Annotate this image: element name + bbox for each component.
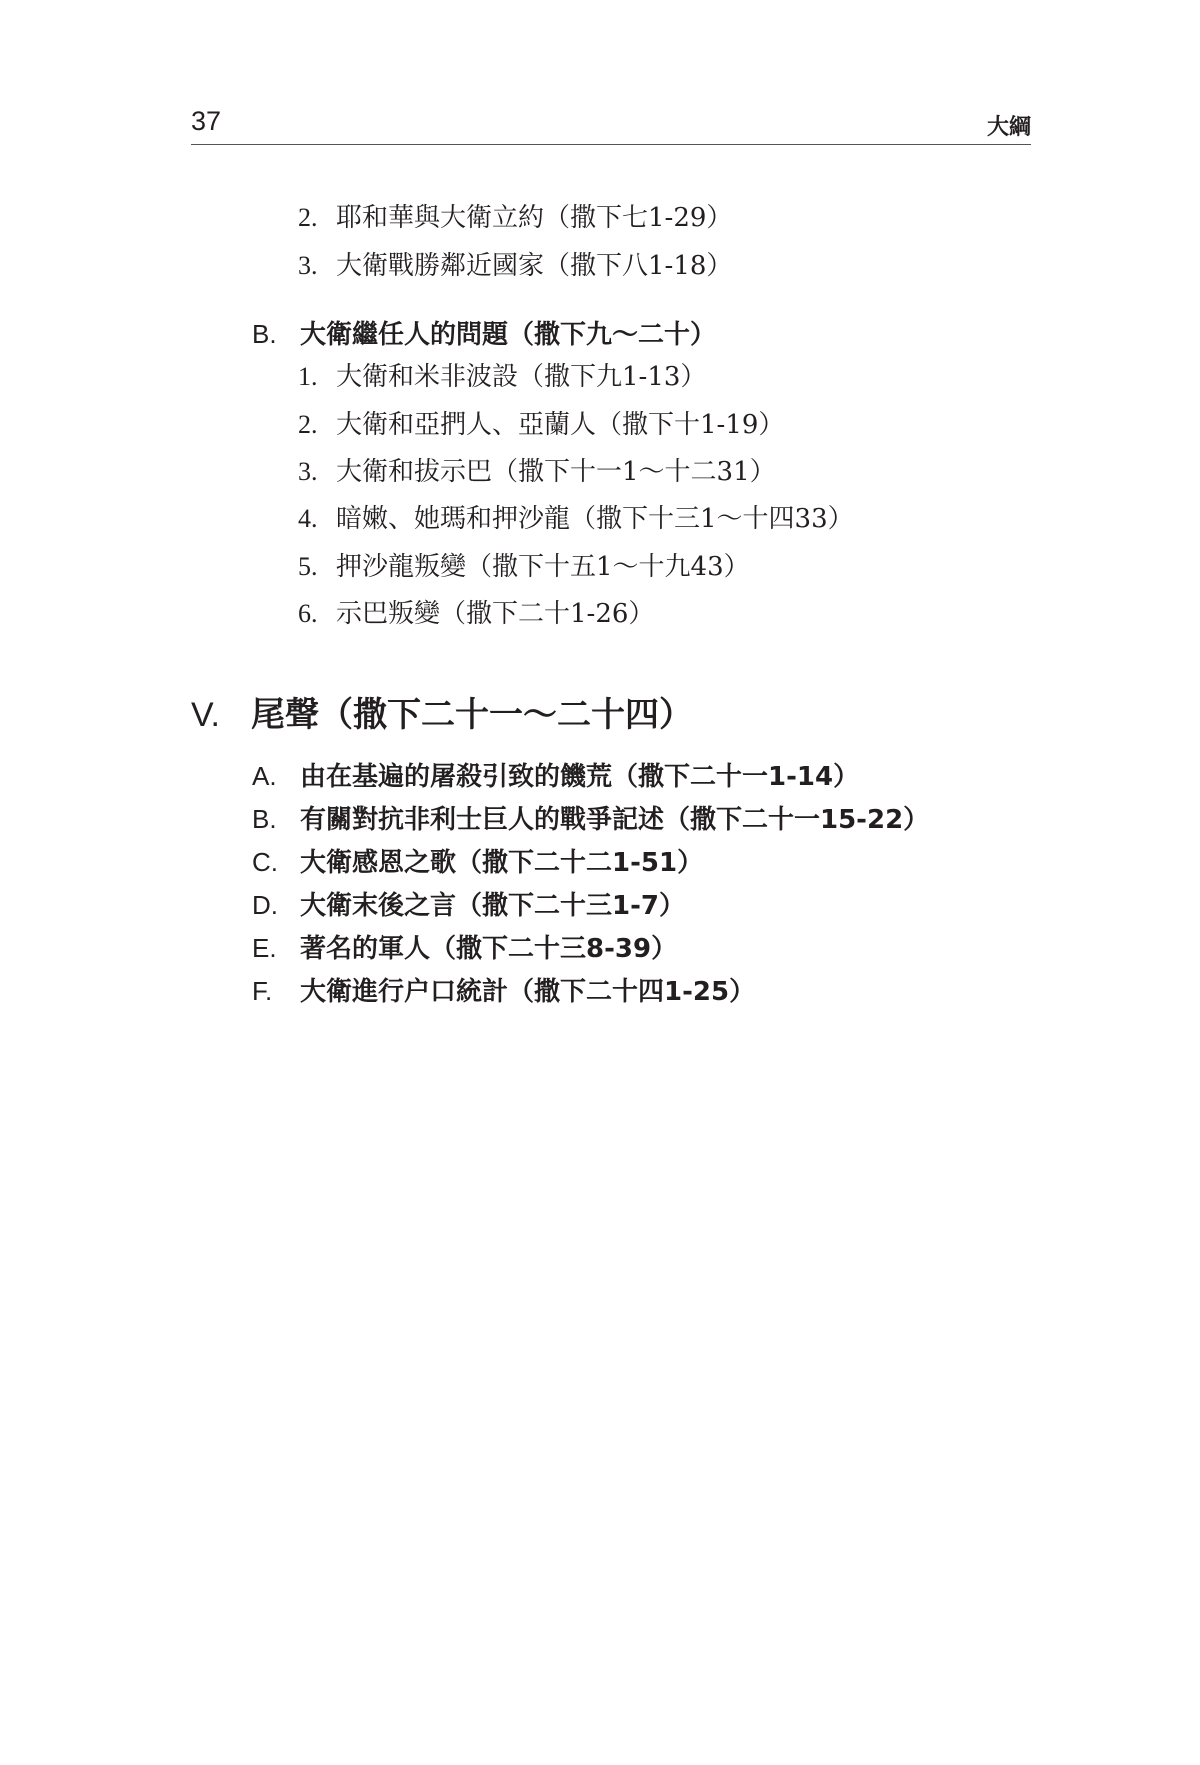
outline-item-number: 3. — [298, 251, 318, 280]
outline-item-text: 大衛和亞捫人、亞蘭人（撒下十1-19） — [336, 410, 785, 440]
outline-item — [298, 546, 750, 583]
outline-section-number: C. — [252, 847, 278, 877]
outline-item — [298, 451, 776, 488]
outline-part-number: V. — [191, 696, 221, 734]
outline-item-text: 暗嫩、她瑪和押沙龍（撒下十三1～十四33） — [336, 504, 854, 534]
outline-section-heading — [252, 885, 685, 922]
outline-item — [298, 245, 732, 282]
outline-item-number: 6. — [298, 599, 318, 628]
outline-section-number: D. — [252, 890, 278, 920]
outline-section-number: B. — [252, 804, 277, 834]
outline-item-text: 押沙龍叛變（撒下十五1～十九43） — [336, 552, 750, 582]
outline-section-text: 由在基遍的屠殺引致的饑荒（撒下二十一1-14） — [300, 762, 860, 792]
outline-section-text: 大衛繼任人的問題（撒下九～二十） — [300, 320, 717, 350]
outline-section-text: 有關對抗非利士巨人的戰爭記述（撒下二十一15-22） — [300, 805, 930, 835]
outline-item — [298, 593, 654, 630]
outline-item-text: 大衛戰勝鄰近國家（撒下八1-18） — [336, 251, 733, 281]
outline-item-number: 3. — [298, 457, 318, 486]
outline-item — [298, 197, 732, 234]
outline-item-number: 1. — [298, 362, 318, 391]
outline-section-heading — [252, 314, 716, 351]
outline-section-heading — [252, 799, 929, 836]
outline-section-number: B. — [252, 319, 277, 349]
outline-item-text: 大衛和拔示巴（撒下十一1～十二31） — [336, 457, 776, 487]
outline-section-heading — [252, 756, 859, 793]
outline-item-text: 示巴叛變（撒下二十1-26） — [336, 599, 655, 629]
outline-section-heading — [252, 971, 755, 1008]
outline-item — [298, 356, 706, 393]
outline-item-text: 耶和華與大衛立約（撒下七1-29） — [336, 203, 733, 233]
outline-part-text: 尾聲（撒下二十一～二十四） — [251, 695, 693, 735]
outline-section-text: 大衛進行户口統計（撒下二十四1-25） — [300, 977, 756, 1007]
outline-part-heading — [191, 687, 693, 736]
outline-item-number: 2. — [298, 410, 318, 439]
outline-section-text: 大衛末後之言（撒下二十三1-7） — [300, 891, 685, 921]
outline-item-number: 2. — [298, 203, 318, 232]
outline-item-number: 4. — [298, 504, 318, 533]
running-title: 大綱 — [986, 115, 1031, 140]
outline-item — [298, 404, 784, 441]
outline-item-number: 5. — [298, 552, 318, 581]
outline-section-heading — [252, 928, 677, 965]
outline-section-number: F. — [252, 976, 273, 1006]
outline-item — [298, 498, 854, 535]
outline-section-heading — [252, 842, 703, 879]
outline-section-number: E. — [252, 933, 277, 963]
page-number: 37 — [191, 106, 222, 136]
outline-section-text: 大衛感恩之歌（撒下二十二1-51） — [300, 848, 704, 878]
outline-section-text: 著名的軍人（撒下二十三8-39） — [300, 934, 678, 964]
outline-item-text: 大衛和米非波設（撒下九1-13） — [336, 362, 707, 392]
outline-section-number: A. — [252, 761, 277, 791]
page-header — [191, 104, 1031, 145]
